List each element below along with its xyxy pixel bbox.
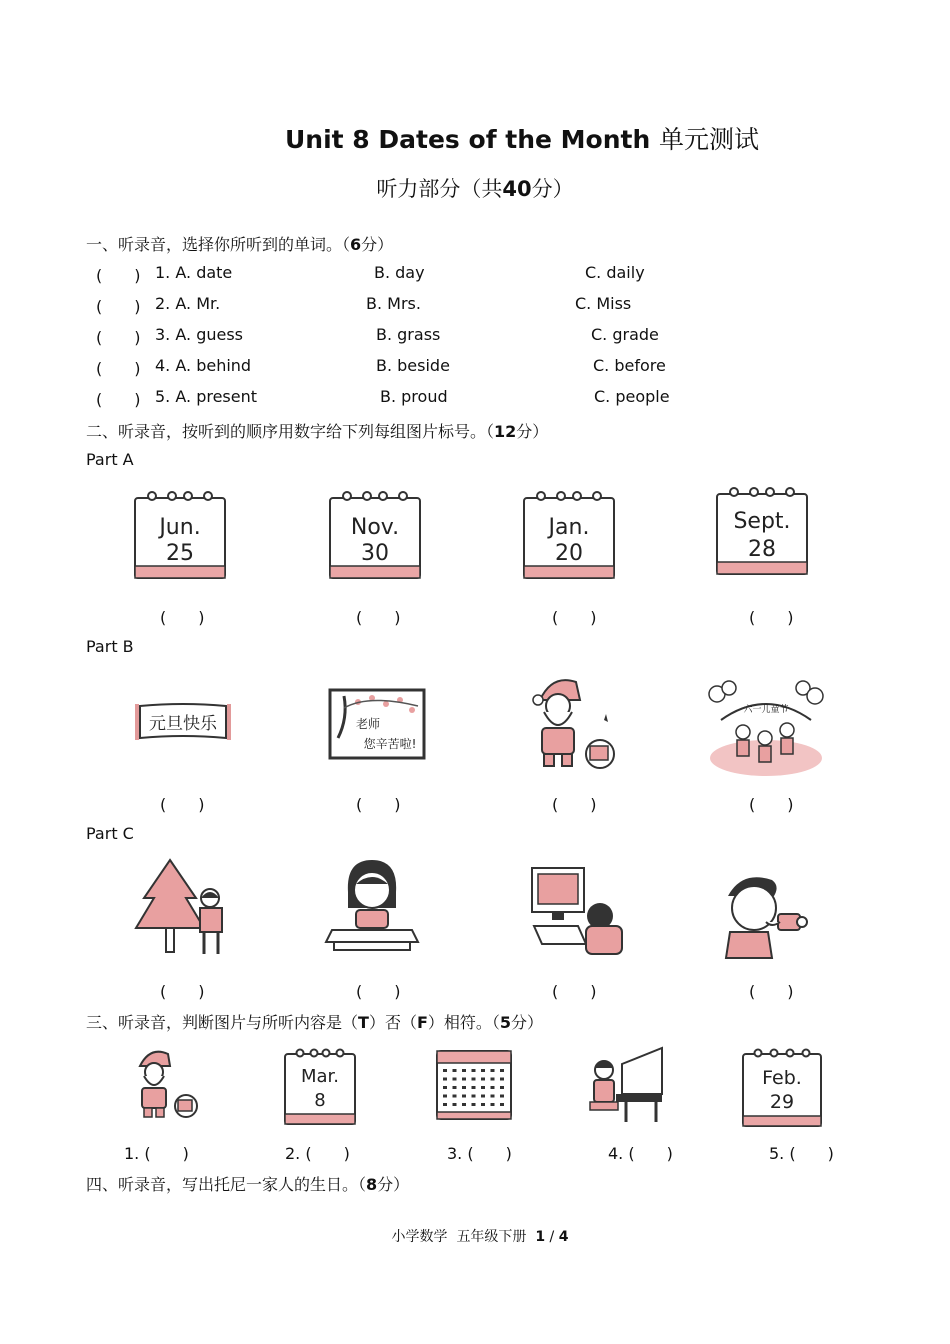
calendar-icon (740, 1048, 824, 1128)
part-c-label: Part C (86, 824, 134, 843)
option-b: B. grass (376, 325, 441, 344)
option-a: 2. A. Mr. (155, 294, 221, 313)
answer-bracket[interactable]: ( ) (356, 795, 401, 814)
part-a-label: Part A (86, 450, 134, 469)
option-c: C. grade (591, 325, 659, 344)
option-a: 1. A. date (155, 263, 233, 282)
title-chinese: 单元测试 (659, 125, 760, 154)
option-a: 5. A. present (155, 387, 258, 406)
subtitle-prefix: 听力部分（共 (376, 177, 503, 201)
teacher-day-board (328, 688, 426, 760)
boy-at-computer-illustration (526, 866, 630, 956)
answer-bracket[interactable]: ( ) (160, 608, 205, 627)
option-c: C. before (593, 356, 666, 375)
answer-bracket[interactable]: ( ) (96, 297, 141, 316)
footer-subject: 小学数学 (391, 1229, 448, 1245)
calendar-month: Mar. (300, 1066, 340, 1087)
board-line2: 您辛苦啦! (363, 737, 417, 751)
option-c: C. daily (585, 263, 645, 282)
christmas-tree-boy-illustration (134, 858, 234, 958)
answer-bracket[interactable]: ( ) (356, 982, 401, 1001)
answer-bracket[interactable]: ( ) (96, 359, 141, 378)
option-b: B. day (374, 263, 425, 282)
calendar-day: 25 (166, 541, 194, 566)
title-english: Unit 8 Dates of the Month (284, 125, 651, 154)
answer-bracket[interactable]: ( ) (96, 390, 141, 409)
page-title (0, 120, 950, 156)
answer-bracket[interactable]: ( ) (749, 795, 794, 814)
footer-page-separator: / (549, 1229, 555, 1245)
subtitle-points: 40 (502, 177, 532, 201)
footer-page-number: 1 (535, 1229, 546, 1245)
girl-studying-illustration (322, 856, 422, 956)
santa-claus-illustration (126, 1046, 202, 1120)
page-footer (0, 1226, 950, 1246)
calendar-month: Nov. (350, 515, 400, 540)
calendar-icon (325, 490, 425, 582)
section4-heading: 四、听录音，写出托尼一家人的生日。（8分） (86, 1175, 410, 1194)
option-b: B. beside (376, 356, 450, 375)
answer-bracket[interactable]: ( ) (749, 608, 794, 627)
answer-bracket[interactable]: ( ) (356, 608, 401, 627)
calendar-month: Jan. (548, 515, 590, 540)
section1-heading: 一、听录音，选择你所听到的单词。（6分） (86, 235, 394, 254)
subtitle-suffix: 分） (531, 177, 574, 201)
option-b: B. Mrs. (366, 294, 421, 313)
answer-bracket[interactable]: ( ) (96, 266, 141, 285)
answer-bracket[interactable]: ( ) (749, 982, 794, 1001)
footer-page-total: 4 (558, 1229, 569, 1245)
section3-heading: 三、听录音，判断图片与所听内容是（T）否（F）相符。（5分） (86, 1013, 544, 1032)
children-day-party-illustration (707, 680, 825, 778)
calendar-day: 29 (769, 1091, 795, 1113)
calendar-month: Feb. (762, 1067, 802, 1089)
answer-bracket[interactable]: ( ) (552, 795, 597, 814)
banner-text: 元旦快乐 (149, 714, 217, 734)
answer-bracket[interactable]: 1. ( ) (124, 1144, 189, 1163)
calendar-day: 8 (314, 1090, 326, 1111)
calendar-month: Sept. (733, 509, 791, 534)
answer-bracket[interactable]: 4. ( ) (608, 1144, 673, 1163)
answer-bracket[interactable]: 5. ( ) (769, 1144, 834, 1163)
answer-bracket[interactable]: ( ) (552, 608, 597, 627)
footer-grade: 五年级下册 (456, 1229, 527, 1245)
part-b-label: Part B (86, 637, 134, 656)
answer-bracket[interactable]: 2. ( ) (285, 1144, 350, 1163)
party-sign-text: 六一儿童节 (743, 705, 789, 715)
answer-bracket[interactable]: ( ) (160, 795, 205, 814)
new-year-banner (134, 700, 232, 744)
girl-playing-piano-illustration (586, 1044, 666, 1124)
calendar-icon (712, 486, 812, 578)
month-calendar-grid (434, 1046, 514, 1122)
answer-bracket[interactable]: ( ) (552, 982, 597, 1001)
option-a: 3. A. guess (155, 325, 243, 344)
answer-bracket[interactable]: 3. ( ) (447, 1144, 512, 1163)
section2-heading: 二、听录音，按听到的顺序用数字给下列每组图片标号。（12分） (86, 422, 549, 441)
calendar-icon (519, 490, 619, 582)
board-line1: 老师 (355, 717, 381, 731)
answer-bracket[interactable]: ( ) (96, 328, 141, 347)
santa-claus-illustration (520, 672, 620, 772)
option-a: 4. A. behind (155, 356, 252, 375)
calendar-icon (282, 1048, 358, 1126)
option-c: C. people (594, 387, 670, 406)
answer-bracket[interactable]: ( ) (160, 982, 205, 1001)
boy-with-camera-illustration (722, 872, 808, 960)
calendar-month: Jun. (159, 515, 201, 540)
calendar-icon (130, 490, 230, 582)
option-b: B. proud (380, 387, 448, 406)
option-c: C. Miss (575, 294, 632, 313)
page-subtitle (0, 173, 950, 203)
calendar-day: 20 (555, 541, 583, 566)
calendar-day: 28 (748, 537, 776, 562)
calendar-day: 30 (361, 541, 389, 566)
